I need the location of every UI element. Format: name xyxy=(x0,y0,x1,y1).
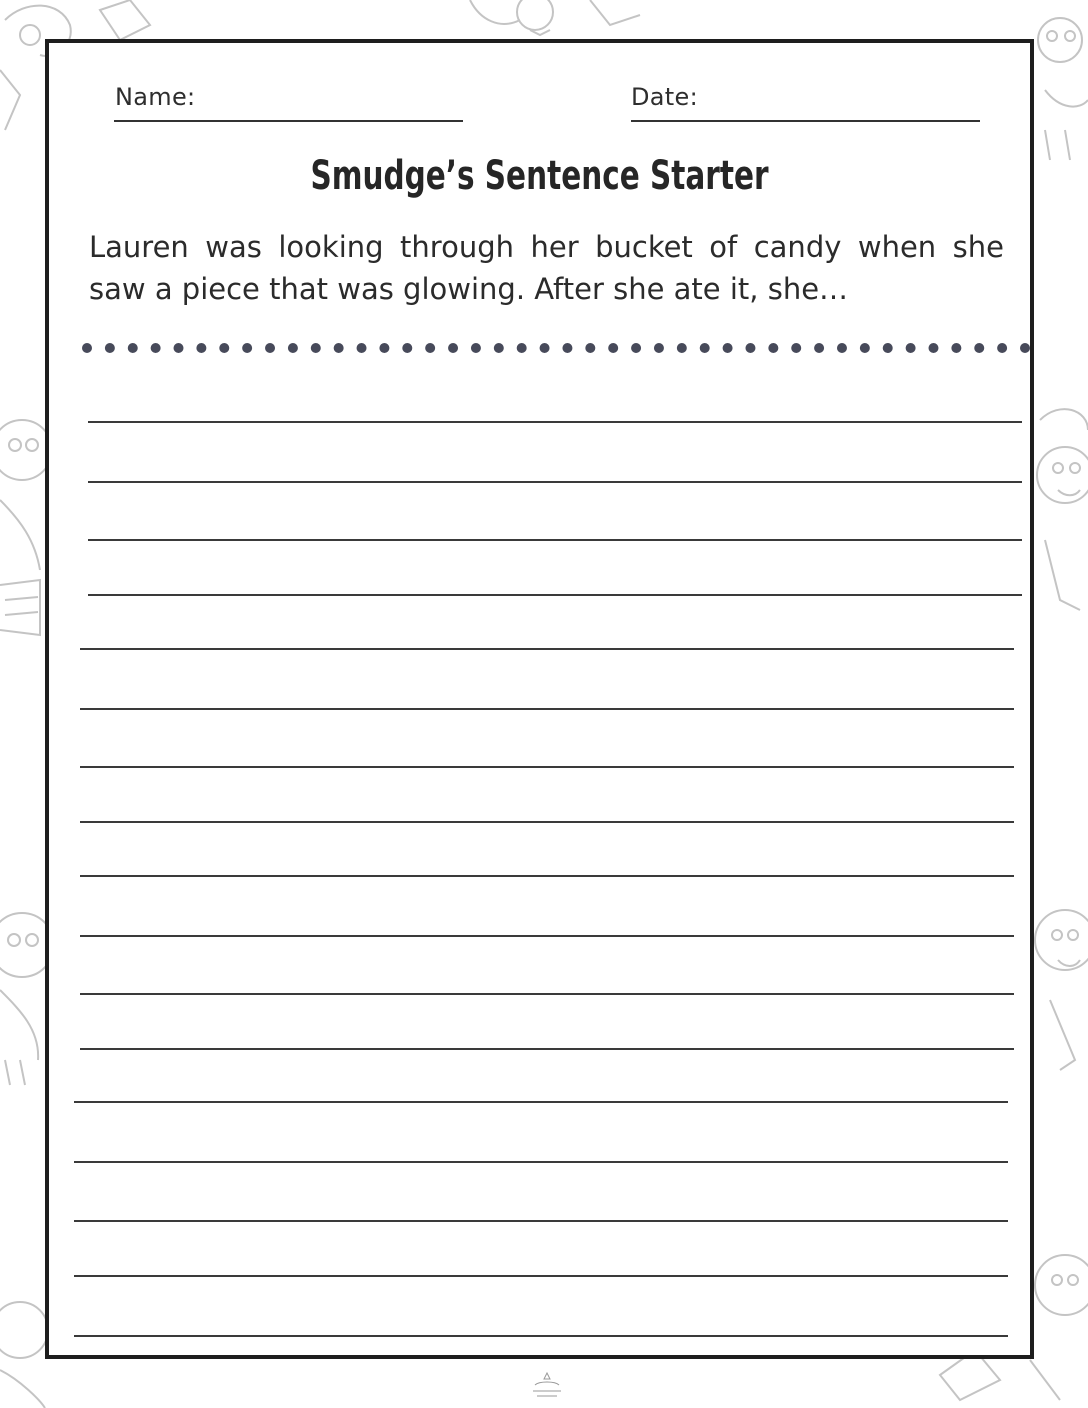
divider-dot xyxy=(791,343,801,353)
writing-line[interactable] xyxy=(88,481,1022,483)
name-label: Name: xyxy=(115,83,196,111)
smudge-doodle-top-right xyxy=(1038,18,1088,160)
writing-line[interactable] xyxy=(74,1101,1008,1103)
writing-line[interactable] xyxy=(80,766,1014,768)
smudge-doodle-right-mid xyxy=(1037,409,1088,610)
writing-line[interactable] xyxy=(88,594,1022,596)
divider-dot xyxy=(311,343,321,353)
divider-dot xyxy=(82,343,92,353)
divider-dot xyxy=(425,343,435,353)
date-label: Date: xyxy=(631,83,698,111)
divider-dot xyxy=(585,343,595,353)
divider-dot xyxy=(105,343,115,353)
divider-dot xyxy=(242,343,252,353)
smudge-doodle-top-center xyxy=(470,0,640,35)
divider-dot xyxy=(379,343,389,353)
divider-dot xyxy=(219,343,229,353)
writing-line[interactable] xyxy=(74,1220,1008,1222)
writing-line[interactable] xyxy=(88,539,1022,541)
smudge-doodle-right-lower xyxy=(1035,910,1088,1070)
divider-dot xyxy=(883,343,893,353)
divider-dot xyxy=(402,343,412,353)
divider-dot xyxy=(906,343,916,353)
brand-logo-icon xyxy=(527,1371,567,1401)
divider-dot xyxy=(196,343,206,353)
name-field[interactable] xyxy=(114,120,463,122)
divider-dot xyxy=(494,343,504,353)
writing-line[interactable] xyxy=(80,875,1014,877)
divider-dot xyxy=(540,343,550,353)
divider-dot xyxy=(700,343,710,353)
divider-dot xyxy=(928,343,938,353)
writing-line[interactable] xyxy=(74,1275,1008,1277)
writing-line[interactable] xyxy=(80,821,1014,823)
worksheet-title: Smudge’s Sentence Starter xyxy=(310,153,769,199)
divider-dot xyxy=(814,343,824,353)
worksheet-page xyxy=(45,39,1034,1359)
divider-dot xyxy=(677,343,687,353)
writing-line[interactable] xyxy=(80,935,1014,937)
divider-dot xyxy=(357,343,367,353)
divider-dot xyxy=(334,343,344,353)
writing-line[interactable] xyxy=(74,1161,1008,1163)
divider-dot xyxy=(471,343,481,353)
divider-dot xyxy=(448,343,458,353)
sentence-starter-prompt: Lauren was looking through her bucket of candy when she saw a piece that was glowing. After she ate it, she… xyxy=(89,230,1004,306)
divider-dot xyxy=(174,343,184,353)
divider-dot xyxy=(631,343,641,353)
divider-dot xyxy=(1020,343,1030,353)
dotted-divider xyxy=(81,342,1031,354)
divider-dot xyxy=(723,343,733,353)
divider-dot xyxy=(265,343,275,353)
writing-line[interactable] xyxy=(80,993,1014,995)
divider-dot xyxy=(768,343,778,353)
writing-line[interactable] xyxy=(80,1048,1014,1050)
divider-dot xyxy=(288,343,298,353)
divider-dot xyxy=(860,343,870,353)
divider-dot xyxy=(608,343,618,353)
divider-dot xyxy=(974,343,984,353)
divider-dot xyxy=(837,343,847,353)
date-field[interactable] xyxy=(631,120,980,122)
divider-dot xyxy=(654,343,664,353)
divider-dot xyxy=(151,343,161,353)
divider-dot xyxy=(745,343,755,353)
divider-dot xyxy=(517,343,527,353)
writing-line[interactable] xyxy=(80,648,1014,650)
divider-dot xyxy=(951,343,961,353)
writing-line[interactable] xyxy=(88,421,1022,423)
divider-dot xyxy=(128,343,138,353)
divider-dot xyxy=(997,343,1007,353)
writing-line[interactable] xyxy=(80,708,1014,710)
writing-line[interactable] xyxy=(74,1335,1008,1337)
divider-dot xyxy=(562,343,572,353)
